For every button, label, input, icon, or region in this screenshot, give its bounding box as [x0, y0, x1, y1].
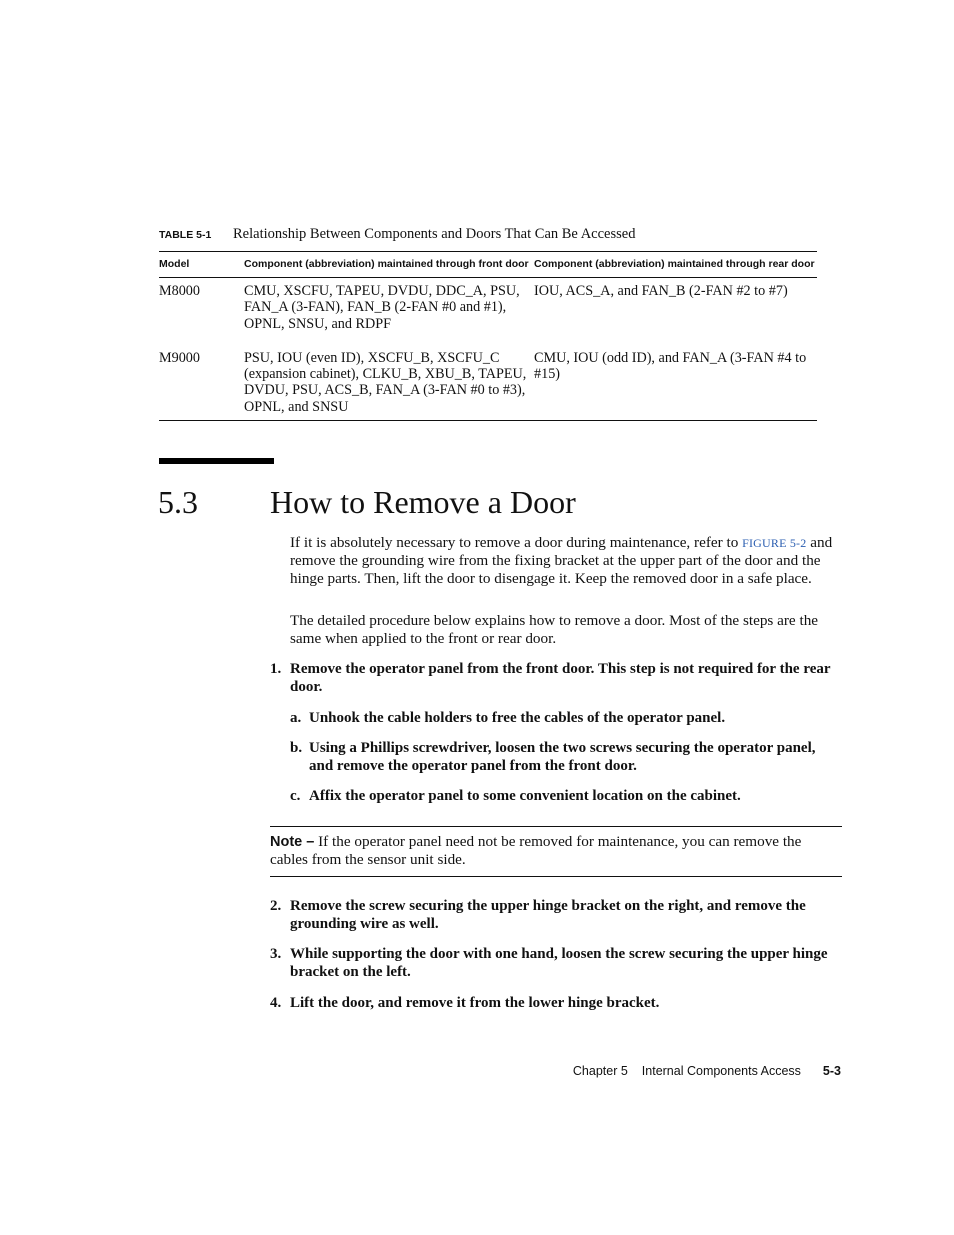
header-rear-door: Component (abbreviation) maintained through rear door [534, 252, 817, 278]
section-title: How to Remove a Door [270, 484, 576, 520]
step-item [270, 945, 842, 981]
cell-model: M8000 [159, 283, 200, 299]
header-front-door: Component (abbreviation) maintained through front door [244, 252, 534, 278]
figure-link[interactable]: FIGURE 5-2 [742, 536, 807, 550]
step-number: 1. [270, 661, 282, 677]
step-text: While supporting the door with one hand, loosen the screw securing the upper hinge bracket on the left. [290, 946, 828, 980]
table-row [159, 345, 817, 421]
section-number: 5.3 [158, 484, 198, 520]
substep-item [290, 739, 842, 775]
intro-text: If it is absolutely necessary to remove a door during maintenance, refer to [290, 534, 743, 551]
substep-text: Affix the operator panel to some convenient location on the cabinet. [309, 788, 741, 804]
step-text: Remove the operator panel from the front door. This step is not required for the rear door. [290, 661, 831, 695]
cell-rear-components: IOU, ACS_A, and FAN_B (2-FAN #2 to #7) [534, 283, 788, 299]
substep-text: Using a Phillips screwdriver, loosen the two screws securing the operator panel, and remove the operator panel from the front door. [309, 740, 816, 774]
step-number: 2. [270, 898, 282, 914]
page-footer [573, 1064, 841, 1078]
cell-front-components: PSU, IOU (even ID), XSCFU_B, XSCFU_C (expansion cabinet), CLKU_B, XBU_B, TAPEU, DVDU, PSU, ACS_B, FAN_A (3-FAN #0 to #3), OPNL, and SNSU [244, 345, 534, 421]
step-text: Remove the screw securing the upper hinge bracket on the right, and remove the grounding wire as well. [290, 898, 806, 932]
step-item [270, 660, 842, 696]
substep-item [290, 787, 842, 805]
section-rule [159, 458, 274, 464]
cell-rear-components: CMU, IOU (odd ID), and FAN_A (3-FAN #4 to #15) [534, 345, 817, 421]
page-number: 5-3 [822, 1064, 841, 1078]
table-header-row [159, 252, 817, 278]
step-item [270, 897, 842, 933]
header-model: Model [159, 252, 244, 278]
table-title: Relationship Between Components and Doors That Can Be Accessed [233, 226, 636, 242]
table-caption [159, 223, 819, 243]
substep-letter: b. [290, 740, 303, 756]
substep-letter: c. [290, 788, 301, 804]
step-number: 4. [270, 995, 282, 1011]
step-item [270, 994, 842, 1012]
substep-letter: a. [290, 710, 302, 726]
substep-item [290, 709, 842, 727]
footer-chapter: Chapter 5 [572, 1064, 628, 1078]
footer-chapter-title: Internal Components Access [641, 1064, 801, 1078]
table-label: TABLE 5-1 [159, 229, 212, 241]
cell-front-components: CMU, XSCFU, TAPEU, DVDU, DDC_A, PSU, FAN_A (3-FAN), FAN_B (2-FAN #0 and #1), OPNL, SNSU, and RDPF [244, 283, 520, 332]
step-text: Lift the door, and remove it from the lower hinge bracket. [290, 995, 660, 1011]
intro-text-continued: and remove the grounding wire from the fixing bracket at the upper part of the door and the hinge parts. Then, lift the door to disengage it. Keep the removed door in a safe place. [290, 534, 833, 587]
note-label: Note – [270, 834, 315, 850]
step-number: 3. [270, 946, 282, 962]
procedure-paragraph: The detailed procedure below explains how to remove a door. Most of the steps are the same when applied to the front or rear door. [290, 612, 819, 647]
components-doors-table [159, 251, 817, 421]
note-box [270, 826, 842, 877]
cell-model: M9000 [159, 345, 244, 421]
substep-text: Unhook the cable holders to free the cables of the operator panel. [309, 710, 726, 726]
intro-paragraph [290, 534, 842, 588]
note-text: If the operator panel need not be removed for maintenance, you can remove the cables from the sensor unit side. [270, 833, 802, 868]
table-row [159, 278, 817, 345]
